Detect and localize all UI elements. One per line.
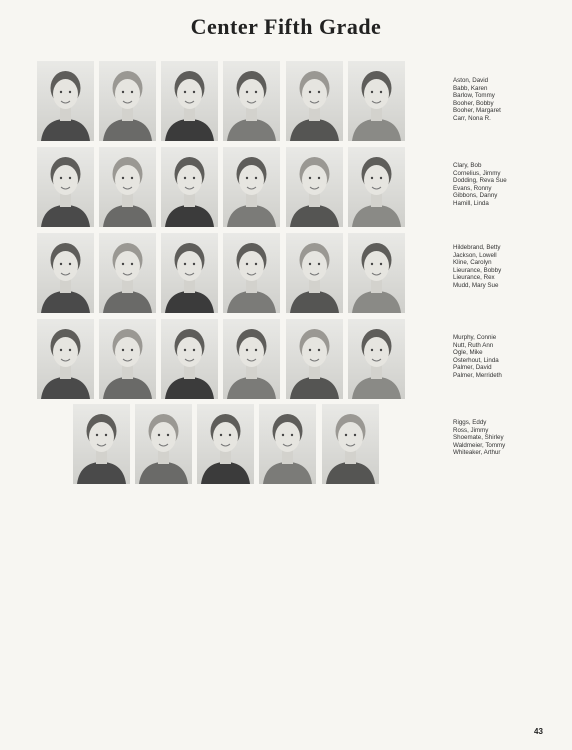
student-name: Palmer, David [453,364,492,372]
photo-row-5 [73,404,383,484]
photo-row-3 [37,233,407,313]
student-name: Shoemate, Shirley [453,434,504,442]
student-name: Osterhout, Linda [453,356,499,364]
student-portrait [161,147,218,227]
student-name: Hildebrand, Betty [453,244,501,251]
student-name: Nutt, Ruth Ann [453,341,494,349]
student-portrait [348,61,405,141]
name-list-row-5 [453,419,563,457]
student-name: Jackson, Lowell [453,251,497,259]
student-portrait [161,61,218,141]
student-portrait [259,404,316,484]
student-portrait [348,233,405,313]
student-portrait [161,319,218,399]
student-name: Mudd, Mary Sue [453,281,499,289]
student-portrait [286,61,343,141]
student-portrait [99,61,156,141]
student-name: Cornelius, Jimmy [453,169,501,177]
student-portrait [73,404,130,484]
student-portrait [99,319,156,399]
student-name: Gibbons, Danny [453,192,498,200]
student-portrait [286,319,343,399]
student-portrait [223,319,280,399]
student-name: Booher, Margaret [453,107,501,115]
student-portrait [286,233,343,313]
student-portrait [223,233,280,313]
page-number: 43 [534,727,543,736]
photo-row-2 [37,147,407,227]
student-portrait [223,147,280,227]
student-name: Carr, Nona R. [453,114,491,122]
student-portrait [348,319,405,399]
student-name: Waldmeier, Tommy [453,441,506,449]
name-list-row-4 [453,334,563,380]
student-name: Clary, Bob [453,162,482,169]
student-portrait [37,233,94,313]
student-portrait [348,147,405,227]
student-portrait [161,233,218,313]
student-name: Ogle, Mike [453,349,483,357]
student-name: Barlow, Tommy [453,92,495,100]
student-portrait [286,147,343,227]
student-name: Aston, David [453,77,489,84]
student-portrait [99,147,156,227]
student-name: Lieurance, Bobby [453,266,502,274]
name-list-row-1 [453,77,563,123]
student-name: Booher, Bobby [453,99,494,107]
student-portrait [99,233,156,313]
student-name: Evans, Ronny [453,184,492,192]
student-name: Babb, Karen [453,84,488,92]
photo-row-1 [37,61,407,141]
student-name: Palmer, Merrideth [453,371,502,379]
student-name: Ross, Jimmy [453,426,489,434]
student-portrait [37,147,94,227]
student-portrait [135,404,192,484]
student-name: Whiteaker, Arthur [453,449,501,457]
student-portrait [37,61,94,141]
name-list-row-2 [453,162,563,208]
student-name: Lieurance, Rex [453,274,495,282]
student-name: Kline, Carolyn [453,259,492,267]
student-name: Murphy, Connie [453,334,497,341]
student-portrait [197,404,254,484]
student-name: Hamill, Linda [453,199,489,207]
photo-row-4 [37,319,407,399]
student-name: Dodding, Reva Sue [453,177,507,185]
page-title: Center Fifth Grade [190,14,382,39]
student-name: Riggs, Eddy [453,419,487,426]
name-list-row-3 [453,244,563,290]
student-portrait [37,319,94,399]
student-portrait [322,404,379,484]
student-portrait [223,61,280,141]
